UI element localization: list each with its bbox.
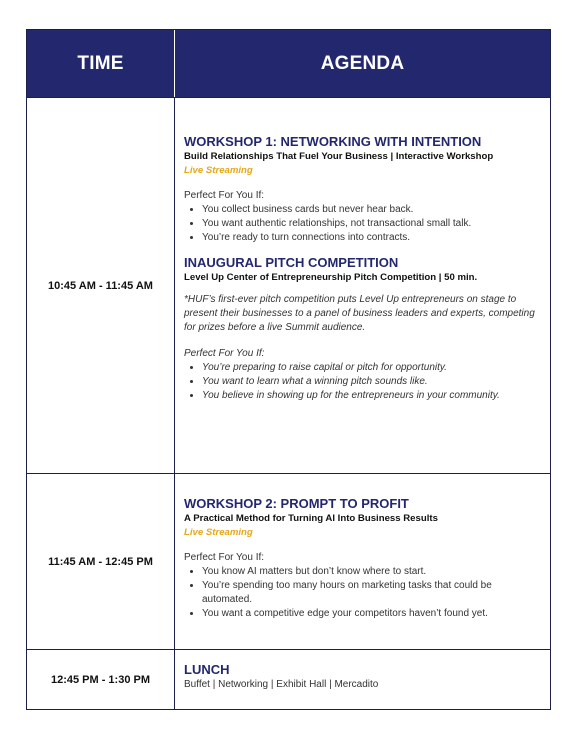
agenda-cell bbox=[175, 474, 550, 649]
agenda-table bbox=[26, 29, 551, 710]
list-item: • You’re spending too many hours on marketing tasks that could be automated. bbox=[202, 579, 544, 607]
lunch-details: Buffet | Networking | Exhibit Hall | Mercadito bbox=[184, 679, 379, 690]
list-item: • You’re ready to turn connections into contracts. bbox=[202, 231, 544, 245]
table-row bbox=[27, 97, 550, 473]
agenda-cell bbox=[175, 650, 550, 709]
list-item: • You know AI matters but don’t know where to start. bbox=[202, 565, 544, 579]
bullet-list bbox=[184, 361, 544, 403]
session-title: LUNCH bbox=[184, 662, 230, 677]
time-column-header: TIME bbox=[27, 30, 175, 97]
list-item: • You’re preparing to raise capital or pitch for opportunity. bbox=[202, 361, 544, 375]
session-subtitle: A Practical Method for Turning AI Into Business Results bbox=[184, 513, 438, 524]
list-item: • You want to learn what a winning pitch sounds like. bbox=[202, 375, 544, 389]
list-item: • You want authentic relationships, not transactional small talk. bbox=[202, 217, 544, 231]
live-streaming-label: Live Streaming bbox=[184, 527, 253, 538]
session-description: *HUF’s first-ever pitch competition puts Level Up entrepreneurs on stage to present their businesses to a panel of business leaders and experts, competing for prizes before a live Summit audience. bbox=[184, 294, 535, 333]
live-streaming-label: Live Streaming bbox=[184, 165, 253, 176]
bullet-list bbox=[184, 565, 544, 621]
perfect-for-label: Perfect For You If: bbox=[184, 190, 265, 201]
time-cell: 11:45 AM - 12:45 PM bbox=[27, 474, 175, 649]
bullet-list bbox=[184, 203, 544, 245]
table-row bbox=[27, 649, 550, 709]
time-cell: 12:45 PM - 1:30 PM bbox=[27, 650, 175, 709]
session-subtitle: Build Relationships That Fuel Your Business | Interactive Workshop bbox=[184, 151, 494, 162]
perfect-for-label: Perfect For You If: bbox=[184, 348, 265, 359]
list-item: • You want a competitive edge your competitors haven’t found yet. bbox=[202, 607, 544, 621]
session-title: WORKSHOP 2: PROMPT TO PROFIT bbox=[184, 496, 409, 511]
agenda-column-header: AGENDA bbox=[320, 52, 405, 74]
table-header bbox=[27, 30, 550, 97]
session-title: WORKSHOP 1: NETWORKING WITH INTENTION bbox=[184, 134, 482, 149]
session-subtitle: Level Up Center of Entrepreneurship Pitch Competition | 50 min. bbox=[184, 272, 478, 283]
time-cell: 10:45 AM - 11:45 AM bbox=[27, 98, 175, 473]
perfect-for-label: Perfect For You If: bbox=[184, 552, 265, 563]
table-row bbox=[27, 473, 550, 649]
list-item: • You collect business cards but never hear back. bbox=[202, 203, 544, 217]
agenda-cell bbox=[175, 98, 550, 473]
session-title: INAUGURAL PITCH COMPETITION bbox=[184, 255, 399, 270]
list-item: • You believe in showing up for the entrepreneurs in your community. bbox=[202, 389, 544, 403]
